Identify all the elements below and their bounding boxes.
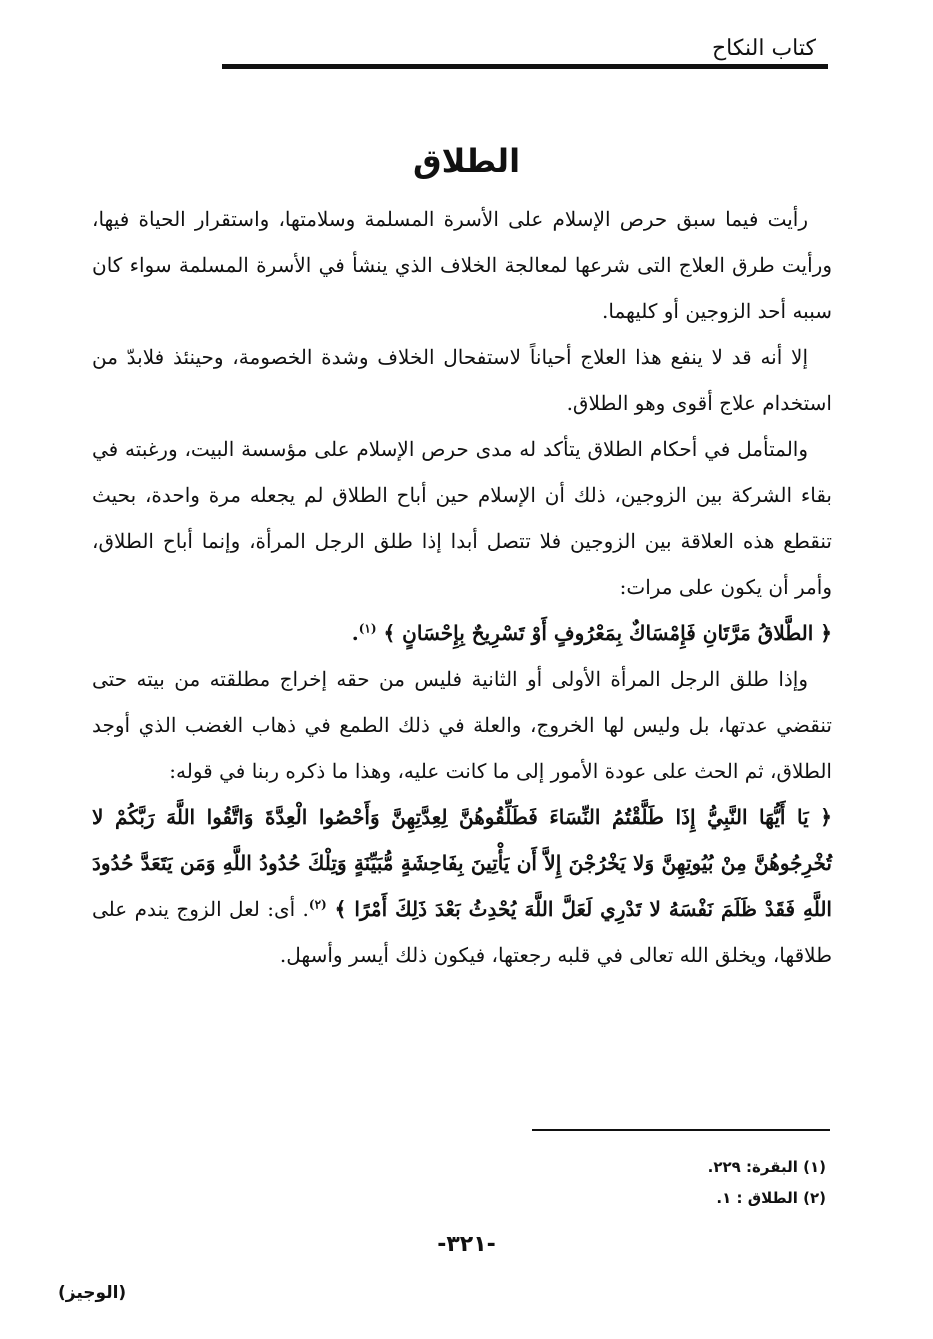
paragraph: وإذا طلق الرجل المرأة الأولى أو الثانية فليس من حقه إخراج مطلقته من بيته حتى تنقضي عدتها، بل وليس لها الخروج، والعلة في ذلك الطمع في ذهاب الغضب الذي أوجد الطلاق، ثم الحث على عودة الأمور إلى ما كانت عليه، وهذا ما ذكره ربنا في قوله: <box>92 667 832 783</box>
running-title: كتاب النكاح <box>711 36 816 61</box>
header-rule <box>222 64 828 69</box>
quran-verse-text: ﴿ يَا أَيُّهَا النَّبِيُّ إِذَا طَلَّقْتُمُ النِّسَاءَ فَطَلِّقُوهُنَّ لِعِدَّتِهِنَّ وَأَحْصُوا الْعِدَّةَ وَاتَّقُوا اللَّهَ رَبَّكُمْ لا تُخْرِجُوهُنَّ مِنْ بُيُوتِهِنَّ وَلا يَخْرُجْنَ إِلاَّ أَن يَأْتِينَ بِفَاحِشَةٍ مُّبَيِّنَةٍ وَتِلْكَ حُدُودُ اللَّهِ وَمَن يَتَعَدَّ حُدُودَ اللَّهِ فَقَدْ ظَلَمَ نَفْسَهُ لا تَدْرِي لَعَلَّ اللَّهَ يُحْدِثُ بَعْدَ ذَلِكَ أَمْرًا ﴾ <box>92 805 832 921</box>
running-header <box>60 30 840 80</box>
footnote-ref: (٢) <box>308 897 327 912</box>
quran-verse <box>92 610 832 656</box>
footnote-ref: (١) <box>358 621 377 636</box>
quran-verse-text: ﴿ الطَّلاقُ مَرَّتَانِ فَإِمْسَاكٌ بِمَعْرُوفٍ أَوْ تَسْرِيحٌ بِإِحْسَانٍ ﴾ <box>383 621 832 645</box>
footnote: (١) البقرة: ٢٢٩. <box>707 1158 826 1176</box>
quran-verse <box>92 794 832 978</box>
footnote: (٢) الطلاق : ١. <box>716 1189 826 1207</box>
footnotes <box>500 1152 826 1214</box>
verse-commentary: . أى: لعل الزوج يندم على طلاقها، ويخلق الله تعالى في قلبه رجعتها، فيكون ذلك أيسر وأسهل. <box>92 897 832 967</box>
paragraph: إلا أنه قد لا ينفع هذا العلاج أحياناً لاستفحال الخلاف وشدة الخصومة، وحينئذ فلابدّ من استخدام علاج أقوى وهو الطلاق. <box>92 345 832 415</box>
book-tag: (الوجيز) <box>58 1283 127 1303</box>
paragraph: والمتأمل في أحكام الطلاق يتأكد له مدى حرص الإسلام على مؤسسة البيت، ورغبته في بقاء الشركة بين الزوجين، ذلك أن الإسلام حين أباح الطلاق لم يجعله مرة واحدة، بحيث تنقطع هذه العلاقة بين الزوجين فلا تتصل أبدا إذا طلق الرجل المرأة، وإنما أباح الطلاق، وأمر أن يكون على مرات: <box>92 437 832 599</box>
main-text <box>92 196 832 978</box>
footnote-rule <box>532 1129 830 1131</box>
verse-end: . <box>351 621 359 645</box>
paragraph: رأيت فيما سبق حرص الإسلام على الأسرة المسلمة وسلامتها، واستقرار الحياة فيها، ورأيت طرق العلاج التى شرعها لمعالجة الخلاف الذي ينشأ في الأسرة المسلمة سواء كان سببه أحد الزوجين أو كليهما. <box>92 207 833 323</box>
chapter-title: الطلاق <box>412 142 521 180</box>
page-number: -٣٢١- <box>437 1232 496 1257</box>
